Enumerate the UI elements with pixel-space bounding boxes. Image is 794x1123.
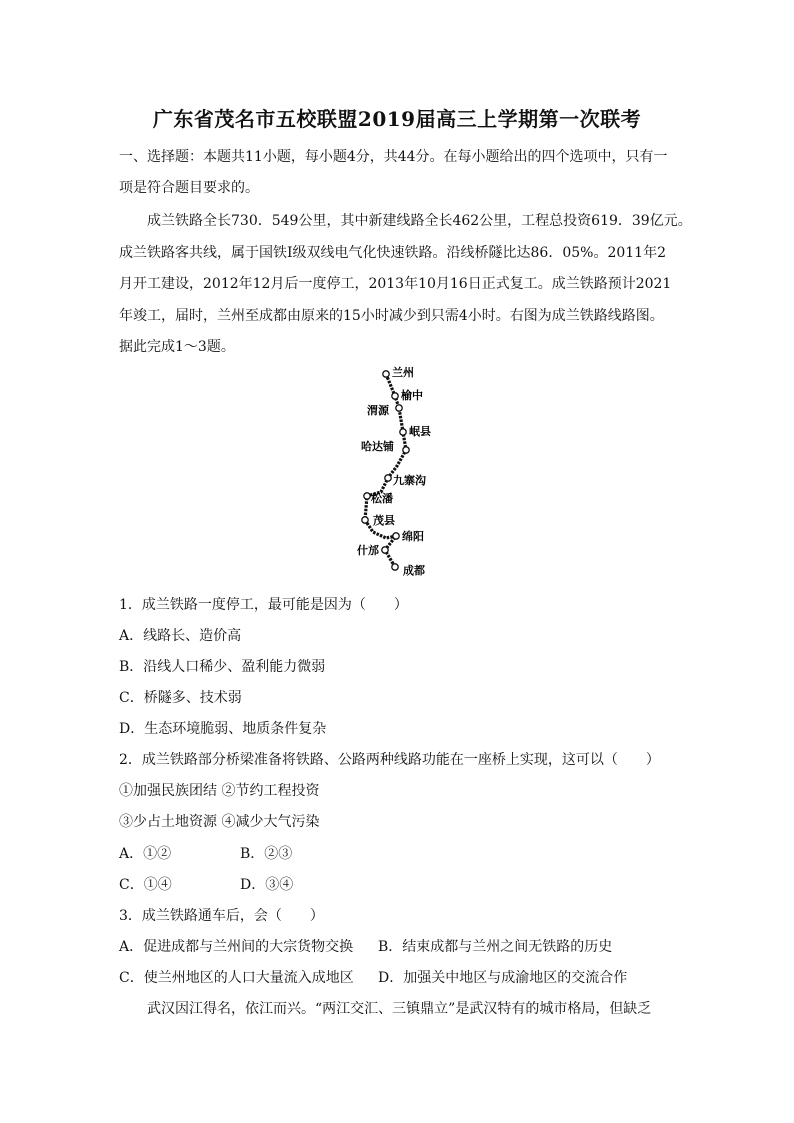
station-marker-shifang [382, 547, 388, 553]
station-label-mianyang: 绵阳 [402, 530, 424, 543]
station-label-yuzhong: 榆中 [401, 389, 423, 402]
question-1-option-b[interactable]: B．沿线人口稀少、盈利能力微弱 [119, 659, 326, 675]
passage-line: 据此完成1～3题。 [119, 339, 235, 355]
station-marker-mianyang [393, 533, 399, 539]
question-2-items: ①加强民族团结 ②节约工程投资 [119, 783, 320, 799]
question-2-option-c[interactable]: C．①④ [119, 877, 172, 893]
section-instruction-line1: 一、选择题：本题共11小题，每小题4分，共44分。在每小题给出的四个选项中，只有一 [119, 149, 668, 165]
question-1-option-a[interactable]: A．线路长、造价高 [119, 628, 242, 644]
station-marker-yuzhong [392, 393, 398, 399]
station-label-jiuzhaigou: 九寨沟 [393, 474, 426, 487]
question-3-option-b[interactable]: B．结束成都与兰州之间无铁路的历史 [378, 939, 613, 955]
station-label-maoxian: 茂县 [373, 514, 395, 527]
station-marker-hadapu [403, 447, 409, 453]
station-label-minxian: 岷县 [409, 425, 431, 438]
question-2-option-b[interactable]: B．②③ [240, 846, 293, 862]
question-3-option-a[interactable]: A．促进成都与兰州间的大宗货物交换 [119, 939, 354, 955]
question-2-option-a[interactable]: A．①② [119, 846, 172, 862]
station-label-shifang: 什邡 [357, 544, 379, 557]
passage-line: 年竣工，届时，兰州至成都由原来的15小时减少到只需4小时。右图为成兰铁路线路图。 [119, 308, 664, 324]
passage-line: 月开工建设，2012年12月后一度停工，2013年10月16日正式复工。成兰铁路预计2021 [119, 276, 672, 292]
station-marker-jiuzhaigou [385, 475, 391, 481]
station-marker-minxian [400, 429, 406, 435]
section-instruction-line2: 项是符合题目要求的。 [119, 180, 259, 196]
question-1-option-c[interactable]: C．桥隧多、技术弱 [119, 690, 242, 706]
station-label-weiyuan: 渭源 [367, 404, 389, 417]
passage-line: 成兰铁路全长730．549公里，其中新建线路全长462公里，工程总投资619．39亿元。 [147, 213, 692, 229]
station-marker-maoxian [362, 517, 368, 523]
railway-route-map [345, 362, 455, 580]
question-3-option-d[interactable]: D．加强关中地区与成渝地区的交流合作 [378, 970, 628, 986]
passage-line: 成兰铁路客共线，属于国铁Ⅰ级双线电气化快速铁路。沿线桥隧比达86．05%。2011年2 [119, 245, 666, 261]
question-3-option-c[interactable]: C．使兰州地区的人口大量流入成地区 [119, 970, 354, 986]
question-3-stem: 3．成兰铁路通车后，会（ ） [119, 908, 324, 924]
station-marker-lanzhou [383, 371, 389, 377]
station-label-hadapu: 哈达铺 [361, 440, 394, 453]
next-passage-line: 武汉因江得名，依江而兴。“两江交汇、三镇鼎立”是武汉特有的城市格局，但缺乏 [147, 1001, 652, 1017]
question-1-option-d[interactable]: D．生态环境脆弱、地质条件复杂 [119, 721, 327, 737]
question-1-stem: 1．成兰铁路一度停工，最可能是因为（ ） [119, 597, 408, 613]
question-2-option-d[interactable]: D．③④ [240, 877, 294, 893]
question-2-stem: 2．成兰铁路部分桥梁准备将铁路、公路两种线路功能在一座桥上实现，这可以（ ） [119, 752, 660, 768]
station-label-songpan: 松潘 [371, 492, 393, 505]
station-marker-chengdu [392, 564, 398, 570]
station-label-lanzhou: 兰州 [392, 366, 414, 379]
question-2-items: ③少占土地资源 ④减少大气污染 [119, 814, 320, 830]
station-marker-weiyuan [396, 405, 402, 411]
station-marker-songpan [364, 493, 370, 499]
railway-route-line [365, 374, 406, 567]
station-label-chengdu: 成都 [403, 564, 425, 577]
page-title: 广东省茂名市五校联盟2019届高三上学期第一次联考 [152, 107, 642, 131]
